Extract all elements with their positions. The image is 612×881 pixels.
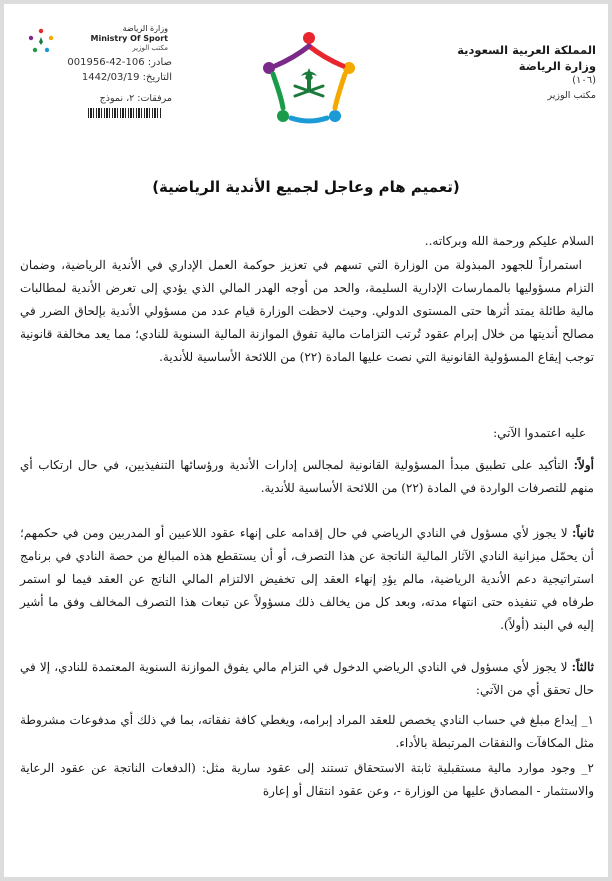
attachments: مرفقات: ٢، نموذج (99, 93, 172, 104)
item-first (20, 454, 594, 500)
item-first-label: أولاً: (573, 458, 594, 472)
item-second-text: لا يجوز لأي مسؤول في النادي الرياضي في حال إقدامه على إنهاء عقود اللاعبين أو المدربين ومن في حكمهم؛ أن يحمّل ميزانية النادي الآثار المالية الناتجة عن هذا التصرف، أو أن يستقطع هذه المبالغ من حصة النادي في برنامج استراتيجية دعم الأندية الرياضية، مالم يؤدِ إنهاء العقد إلى تخفيض الالتزام المالي الناتج عن العقد فيما لو استمر طرفاه في تنفيذه حتى انتهاء مدته، وبعد كل من يخالف ذلك مسؤولاً عن تبعات هذا التصرف المخالف وفق ما أشير إليه في البند (أولاً). (20, 526, 594, 632)
item-third (20, 656, 594, 702)
subitem-second-label: ٢_ (581, 761, 594, 775)
letterhead-right (436, 42, 596, 103)
ministry-name-ar: وزارة الرياضة (122, 24, 168, 33)
ministry-name-en: Ministry Of Sport (90, 34, 168, 43)
ministry-name: وزارة الرياضة (518, 59, 596, 73)
outgoing-number: صادر: 106-42-001956 (67, 57, 172, 68)
kingdom-name: المملكة العربية السعودية (457, 43, 596, 57)
subitem-first-text: إيداع مبلغ في حساب النادي يخصص للعقد المراد إبرامه، ويغطي كافة نفقاته، بما في ذلك أي مدفوعات مشروطة مثل المكافآت والنفقات المرتبطة بالأداء. (20, 713, 594, 750)
office-name: مكتب الوزير (547, 90, 596, 101)
item-second-label: ثانياً: (571, 526, 594, 540)
item-first-text: التأكيد على تطبيق مبدأ المسؤولية القانونية لمجالس إدارات الأندية ورؤسائها التنفيذيين، في حال ارتكاب أي منهم للتصرفات الواردة في المادة (٢٢) من اللائحة الأساسية للأندية. (20, 458, 594, 495)
barcode-icon (88, 108, 162, 118)
subitem-first-label: ١_ (581, 713, 594, 727)
instruction-line: عليه اعتمدوا الآتي: (493, 426, 586, 440)
small-ministry-logo-icon (28, 28, 54, 54)
item-second (20, 522, 594, 637)
greeting: السلام عليكم ورحمة الله وبركاته.. (424, 234, 594, 248)
ministry-logo-icon (259, 30, 359, 130)
subitem-second (20, 757, 594, 803)
intro-paragraph: استمراراً للجهود المبذولة من الوزارة التي تسهم في تعزيز حوكمة العمل الإداري في الأندية الرياضية، وضمان التزام مسؤوليها بالممارسات الإدارية السليمة، والحد من أوجه الهدر المالي الذي يؤدي إلى تعرض الأندية لمطالبات مالية طائلة يمتد أثرها حتى المستوى الدولي. وحيث لاحظت الوزارة قيام عدد من مسؤولي الأندية بإلحاق الضرر في مصالح أنديتها من خلال إبرام عقود تُرتب التزامات مالية تفوق الموازنة المالية السنوية للنادي؛ مما يعد مخالفة قانونية توجب إيقاع المسؤولية القانونية التي نصت عليها المادة (٢٢) من اللائحة الأساسية للأندية. (20, 258, 594, 364)
form-code: (١٠٦) (572, 75, 596, 86)
subitem-first (20, 709, 594, 755)
item-third-text: لا يجوز لأي مسؤول في النادي الرياضي الدخول في التزام مالي يفوق الموازنة السنوية المعتمدة للنادي، إلا في حال تحقق أي من الآتي: (20, 660, 594, 697)
minister-office: مكتب الوزير (132, 44, 168, 52)
letter-page (4, 4, 608, 877)
circular-title: (تعميم هام وعاجل لجميع الأندية الرياضية) (152, 178, 460, 196)
subitem-second-text: وجود موارد مالية مستقبلية ثابتة الاستحقاق تستند إلى عقود سارية مثل: (الدفعات الناتجة عن عقود الرعاية والاستثمار - المصادق عليها من الوزارة -، وعن عقود انتقال أو إعارة (20, 761, 594, 798)
letter-date: التاريخ: 1442/03/19 (81, 72, 172, 83)
item-third-label: ثالثاً: (571, 660, 594, 674)
